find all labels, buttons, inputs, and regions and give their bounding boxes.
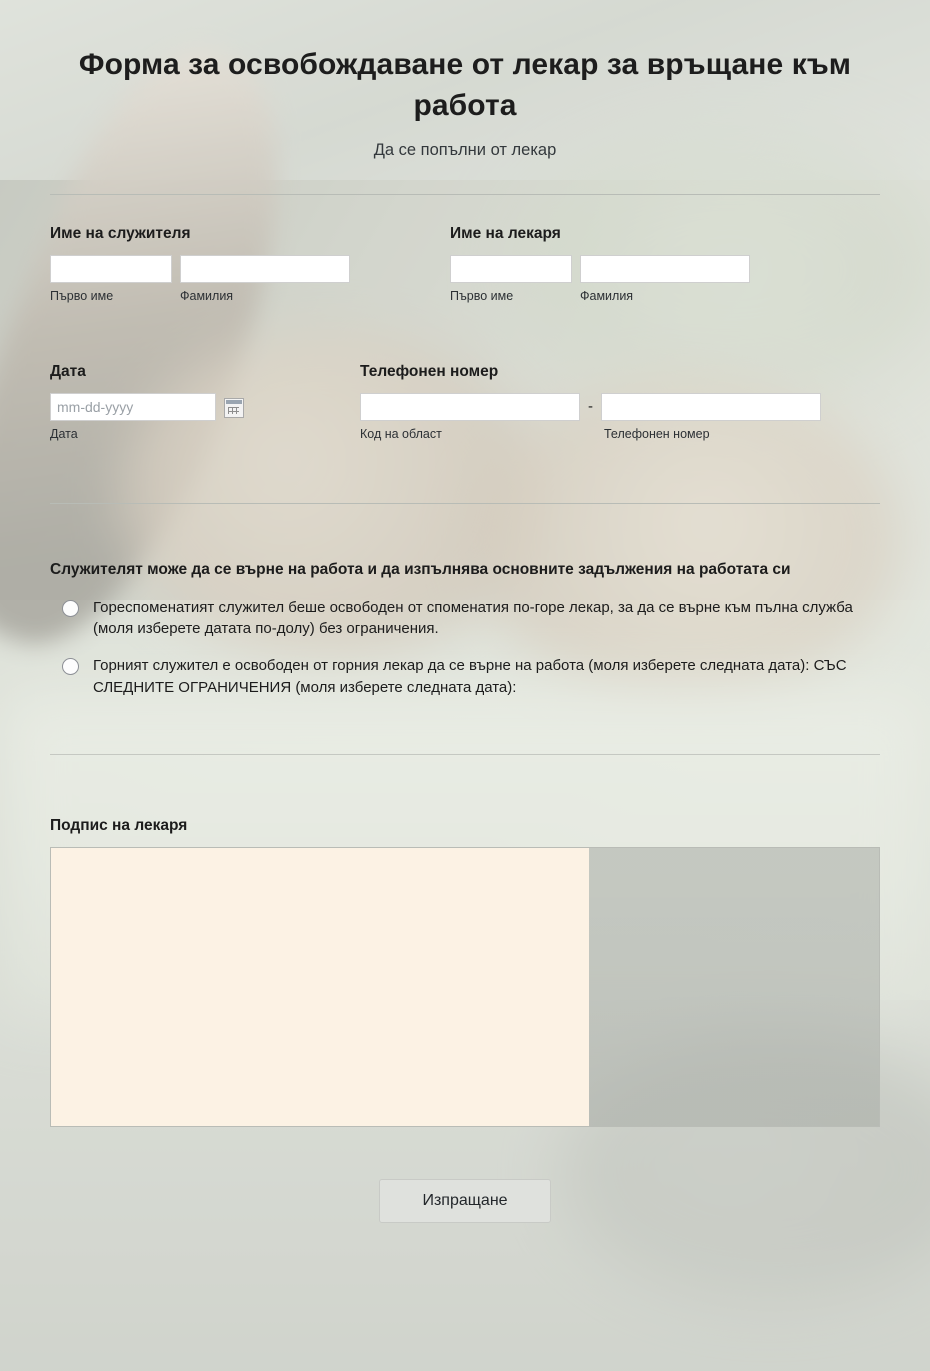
radio-icon[interactable]	[62, 658, 79, 675]
phone-number-input[interactable]	[601, 393, 821, 421]
page-subtitle: Да се попълни от лекар	[373, 140, 557, 159]
phone-number-sublabel: Телефонен номер	[604, 426, 710, 441]
employee-first-name-input[interactable]	[50, 255, 172, 283]
employee-name-group	[50, 225, 450, 303]
section-divider-2	[50, 754, 880, 755]
date-inputs	[50, 393, 360, 421]
doctor-last-name-sublabel: Фамилия	[580, 288, 634, 303]
employee-last-name-input[interactable]	[180, 255, 350, 283]
submit-button[interactable]: Изпращане	[379, 1179, 550, 1223]
signature-pad[interactable]	[50, 847, 880, 1127]
radio-option-2[interactable]	[50, 655, 880, 698]
radio-option-1-label: Гореспоменатият служител беше освободен от споменатия по-горе лекар, за да се върне към пълна служба (моля изберете датата по-долу) без ограничения.	[93, 598, 853, 637]
names-row	[50, 225, 880, 303]
date-phone-row	[50, 363, 880, 441]
date-sublabel: Дата	[50, 426, 78, 441]
phone-label: Телефонен номер	[360, 362, 499, 380]
signature-section	[50, 817, 880, 1127]
phone-area-code-sublabel: Код на област	[360, 426, 442, 441]
date-label: Дата	[50, 362, 86, 380]
page-title: Форма за освобождаване от лекар за връщане към работа	[78, 48, 852, 123]
question-label: Служителят може да се върне на работа и да изпълнява основните задължения на работата си	[50, 560, 791, 578]
employee-first-name-sublabel: Първо име	[50, 288, 114, 303]
signature-label: Подпис на лекаря	[50, 816, 188, 834]
doctor-first-name-sublabel: Първо име	[450, 288, 514, 303]
doctor-name-sublabels	[450, 289, 850, 303]
date-sublabels	[50, 427, 360, 441]
phone-area-code-input[interactable]	[360, 393, 580, 421]
sublabel-spacer	[572, 289, 580, 303]
section-divider-1	[50, 503, 880, 504]
sublabel-spacer	[172, 289, 180, 303]
return-to-work-question	[50, 560, 880, 698]
form-container	[50, 0, 880, 1263]
doctor-last-name-input[interactable]	[580, 255, 750, 283]
phone-sublabels	[360, 427, 860, 441]
employee-last-name-sublabel: Фамилия	[180, 288, 234, 303]
phone-separator: -	[588, 397, 593, 415]
date-group	[50, 363, 360, 441]
employee-name-label: Име на служителя	[50, 224, 191, 242]
doctor-first-name-input[interactable]	[450, 255, 572, 283]
radio-option-2-label: Горният служител е освободен от горния лекар да се върне на работа (моля изберете следната дата): СЪС СЛЕДНИТЕ ОГРАНИЧЕНИЯ (моля изберете следната дата):	[93, 657, 847, 696]
header-divider	[50, 194, 880, 195]
doctor-name-inputs	[450, 255, 850, 283]
calendar-icon[interactable]	[224, 398, 244, 418]
employee-name-sublabels	[50, 289, 450, 303]
doctor-name-group	[450, 225, 850, 303]
radio-option-1[interactable]	[50, 597, 880, 640]
phone-group	[360, 363, 860, 441]
submit-row	[50, 1179, 880, 1263]
doctor-name-label: Име на лекаря	[450, 224, 561, 242]
radio-icon[interactable]	[62, 600, 79, 617]
phone-inputs	[360, 393, 860, 421]
date-input[interactable]	[50, 393, 216, 421]
employee-name-inputs	[50, 255, 450, 283]
